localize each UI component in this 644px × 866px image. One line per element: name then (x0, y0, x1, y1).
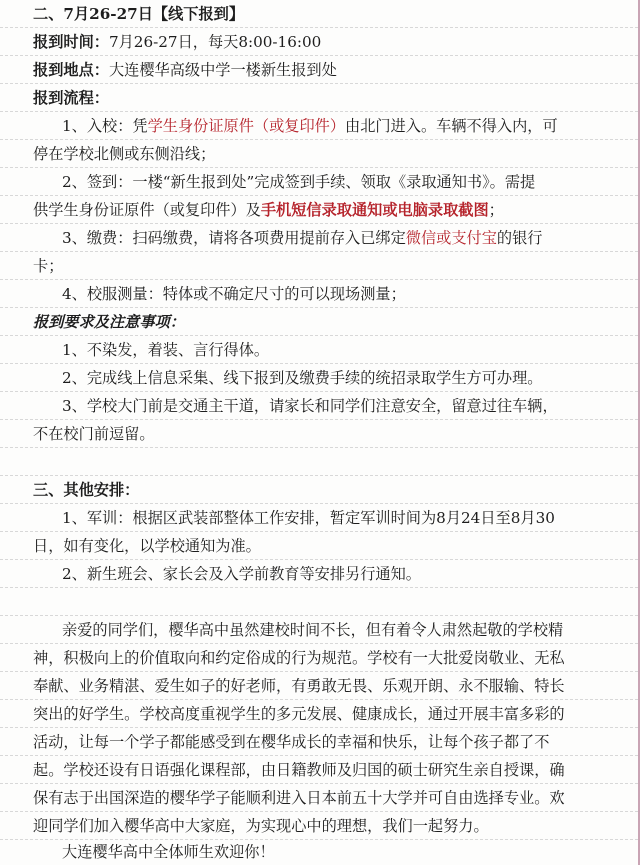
note1-line: 1、不染发，着装、言行得体。 (62, 341, 270, 359)
step2-line2 (33, 196, 504, 224)
step2-text: 供学生身份证原件（或复印件）及 (33, 201, 261, 219)
closing-line: 奉献、业务精湛、爱生如子的好老师，有勇敢无畏、乐观开朗、永不服输、特长 (33, 677, 565, 695)
note3-line2: 不在校门前逗留。 (33, 425, 155, 443)
step3-highlight: 微信或支付宝 (405, 229, 497, 247)
report-place-value: 大连樱华高级中学一楼新生报到处 (108, 61, 337, 79)
report-time-value: 7月26-27日，每天8:00-16:00 (108, 33, 322, 51)
step2-text: ； (488, 201, 504, 219)
note2-line: 2、完成线上信息采集、线下报到及缴费手续的统招录取学生方可办理。 (62, 369, 543, 387)
closing-line: 保有志于出国深造的樱华学子能顺利进入日本前五十大学并可自由选择专业。欢 (33, 789, 565, 807)
closing-line: 起。学校还设有日语强化课程部，由日籍教师及归国的硕士研究生亲自授课，确 (33, 761, 565, 779)
step3-line1 (62, 224, 542, 252)
step1-text: 1、入校：凭 (62, 117, 148, 135)
closing-line: 突出的好学生。学校高度重视学生的多元发展、健康成长，通过开展丰富多彩的 (33, 705, 565, 723)
report-place-label: 报到地点： (33, 61, 109, 79)
item2-line: 2、新生班会、家长会及入学前教育等安排另行通知。 (62, 565, 421, 583)
step1-highlight: 学生身份证原件（或复印件） (147, 117, 346, 135)
closing-line: 亲爱的同学们，樱华高中虽然建校时间不长，但有着令人肃然起敬的学校精 (62, 621, 564, 639)
report-time-label: 报到时间： (33, 33, 109, 51)
step1-line1 (62, 112, 558, 140)
step3-text: 的银行 (496, 229, 543, 247)
closing-line: 活动，让每一个学子都能感受到在樱华成长的幸福和快乐，让每个孩子都了不 (33, 733, 550, 751)
report-place-row (33, 56, 337, 84)
step2-line1: 2、签到：一楼“新生报到处”完成签到手续、领取《录取通知书》。需提 (62, 173, 536, 191)
step4-line: 4、校服测量：特体或不确定尺寸的可以现场测量； (62, 285, 406, 303)
section2-heading: 二、7月26-27日【线下报到】 (33, 5, 245, 23)
signoff: 大连樱华高中全体师生欢迎你！ (62, 843, 275, 861)
report-process-label: 报到流程： (33, 89, 109, 107)
step1-line2: 停在学校北侧或东侧沿线； (33, 145, 216, 163)
note3-line1: 3、学校大门前是交通主干道，请家长和同学们注意安全，留意过往车辆， (62, 397, 558, 415)
step3-text: 3、缴费：扫码缴费，请将各项费用提前存入已绑定 (62, 229, 406, 247)
step1-text: 由北门进入。车辆不得入内，可 (345, 117, 558, 135)
notes-heading: 报到要求及注意事项： (33, 313, 185, 331)
item1-line1: 1、军训：根据区武装部整体工作安排，暂定军训时间为8月24日至8月30 (62, 509, 555, 527)
report-time-row (33, 28, 321, 56)
closing-line: 神，积极向上的价值取向和约定俗成的行为规范。学校有一大批爱岗敬业、无私 (33, 649, 565, 667)
closing-line: 迎同学们加入樱华高中大家庭，为实现心中的理想，我们一起努力。 (33, 817, 489, 835)
step2-highlight: 手机短信录取通知或电脑录取截图 (260, 201, 489, 219)
section3-heading: 三、其他安排： (33, 481, 140, 499)
item1-line2: 日，如有变化，以学校通知为准。 (33, 537, 261, 555)
step3-line2: 卡； (33, 257, 64, 275)
